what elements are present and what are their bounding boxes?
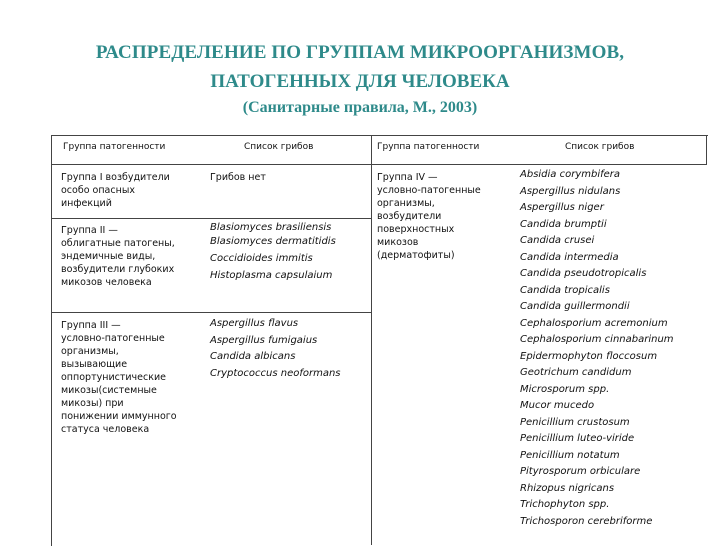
fungi-item: Penicillium crustosum [520,416,630,428]
table-right-border [706,135,707,165]
group-text-line: инфекций [61,198,112,209]
fungi-item: Microsporum spp. [520,383,610,395]
fungi-item: Грибов нет [210,172,266,183]
fungi-item: Candida tropicalis [520,284,610,296]
fungi-item: Blasiomyces dermatitidis [210,236,336,247]
table-header-divider [51,164,707,165]
group-III-fungi [210,316,341,382]
group-text-line: (дерматофиты) [377,250,455,261]
fungi-item: Geotrichum candidum [520,367,632,378]
group-text-line: понижении иммунного [61,411,177,422]
fungi-item: Candida guillermondii [520,301,630,312]
fungi-item: Cephalosporium acremonium [520,317,668,329]
fungi-item: Histoplasma capsulaium [210,270,333,281]
table-row-divider [51,218,371,219]
fungi-item: Aspergillus fumigaius [210,334,318,346]
group-II-cell [61,224,175,289]
fungi-item: Candida crusei [520,235,595,246]
group-text-line: микозов человека [61,277,152,288]
fungi-item: Rhizopus nigricans [520,482,615,494]
group-text-line: организмы, [377,198,435,209]
group-text-line: условно-патогенные [377,185,481,196]
title-line-3: (Санитарные правила, М., 2003) [242,99,478,116]
fungi-item: Penicillium notatum [520,449,620,461]
group-text-line: оппортунистические [61,372,166,383]
group-text-line: организмы, [61,346,119,357]
group-IV-cell [377,171,481,262]
group-II-fungi [210,222,336,284]
title-line-1: РАСПРЕДЕЛЕНИЕ ПО ГРУППАМ МИКРООРГАНИЗМОВ, [95,42,625,63]
fungi-item: Candida albicans [210,351,296,362]
group-text-line: микозов [377,237,419,248]
fungi-item: Trichophyton spp. [520,499,610,510]
header-group-left: Группа патогенности [63,142,166,152]
fungi-item: Cryptococcus neoformans [210,367,341,379]
header-fungi-right: Список грибов [565,142,635,152]
fungi-item: Aspergillus nidulans [520,185,621,197]
group-text-line: особо опасных [61,185,135,196]
group-text-line: облигатные патогены, [61,238,175,249]
fungi-item: Pityrosporum orbiculare [520,466,641,477]
table-row-divider [51,312,371,313]
fungi-item: Cephalosporium cinnabarinum [520,334,674,345]
group-III-cell [61,319,177,436]
group-text-line: поверхностных [377,224,455,235]
group-text-line: Группа III — [61,320,121,331]
title-line-2: ПАТОГЕННЫХ ДЛЯ ЧЕЛОВЕКА [210,71,510,92]
fungi-item: Aspergillus flavus [210,318,299,329]
fungi-item: Trichosporon cerebriforme [520,515,653,527]
group-text-line: условно-патогенные [61,333,165,344]
fungi-item: Aspergillus niger [520,202,604,213]
group-text-line: Группа IV — [377,172,438,183]
group-I-cell [61,171,170,210]
group-text-line: статуса человека [61,424,150,435]
fungi-item: Candida pseudotropicalis [520,268,647,279]
group-text-line: Группа II — [61,225,118,236]
fungi-item: Candida intermedia [520,251,619,263]
group-I-fungi [210,171,266,184]
group-text-line: вызывающие [61,359,128,370]
header-fungi-left: Список грибов [244,142,314,152]
group-text-line: микозы(системные [61,385,157,396]
fungi-item: Epidermophyton floccosum [520,350,658,362]
group-text-line: эндемичные виды, [61,251,156,262]
fungi-item: Candida brumptii [520,218,607,230]
group-IV-fungi [520,167,674,530]
fungi-item: Blasiomyces brasiliensis [210,222,332,233]
group-text-line: возбудители [377,211,442,222]
fungi-item: Mucor mucedo [520,400,595,411]
fungi-item: Penicillium luteo-viride [520,433,635,444]
group-text-line: Группа I возбудители [61,172,170,183]
fungi-item: Coccidioides immitis [210,253,313,264]
fungi-item: Absidia corymbifera [520,169,621,180]
group-text-line: возбудители глубоких [61,264,175,275]
table-column-divider [371,135,372,545]
header-group-right: Группа патогенности [377,142,480,152]
group-text-line: микозы) при [61,398,124,409]
